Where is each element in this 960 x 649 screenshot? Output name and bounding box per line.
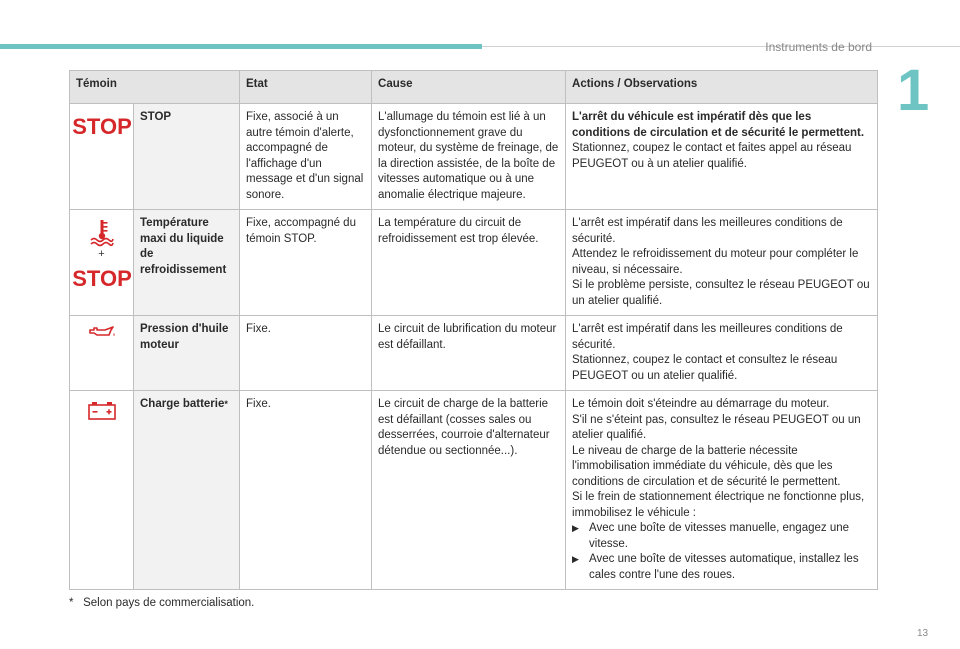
etat-cell: Fixe, accompagné du témoin STOP. bbox=[240, 210, 372, 316]
icon-cell bbox=[70, 316, 134, 391]
cause-cell: Le circuit de charge de la batterie est défaillant (cosses sales ou desserrées, courroie d'alternateur détendue ou sectionnée...). bbox=[372, 391, 566, 590]
warning-name bbox=[134, 391, 240, 590]
stop-icon bbox=[71, 112, 132, 140]
stop-icon-text: STOP bbox=[71, 114, 132, 139]
stop-icon bbox=[71, 265, 132, 291]
col-header-etat: Etat bbox=[240, 71, 372, 104]
bullet-arrow-icon: ▶ bbox=[572, 554, 579, 564]
table-header-row bbox=[70, 71, 878, 104]
observation-line: S'il ne s'éteint pas, consultez le réseau PEUGEOT ou un atelier qualifié. bbox=[572, 413, 861, 441]
cause-cell: L'allumage du témoin est lié à un dysfonctionnement grave du moteur, du système de freinage, de la direction assistée, de la boîte de vitesses automatique ou à une anomalie électrique majeure. bbox=[372, 104, 566, 210]
observation-line: Attendez le refroidissement du moteur pour compléter le niveau, si nécessaire. bbox=[572, 248, 859, 276]
footnote-marker: * bbox=[224, 399, 228, 409]
observation-line: Le niveau de charge de la batterie nécessite l'immobilisation immédiate du véhicule, dès que les conditions de circulation et de sécurité le permettent. bbox=[572, 444, 841, 488]
cause-cell: La température du circuit de refroidissement est trop élevée. bbox=[372, 210, 566, 316]
section-title: Instruments de bord bbox=[765, 40, 872, 54]
observation-line: Stationnez, coupez le contact et consultez le réseau PEUGEOT ou un atelier qualifié. bbox=[572, 354, 838, 382]
battery-charge-icon bbox=[86, 399, 118, 421]
bullet-arrow-icon: ▶ bbox=[572, 523, 579, 533]
observation-line: L'arrêt est impératif dans les meilleures conditions de sécurité. bbox=[572, 323, 843, 351]
warning-name: STOP bbox=[134, 104, 240, 210]
top-accent-bar bbox=[0, 44, 482, 49]
icon-cell bbox=[70, 391, 134, 590]
observation-line: Si le frein de stationnement électrique ne fonctionne plus, immobilisez le véhicule : bbox=[572, 491, 865, 519]
observation-line: L'arrêt est impératif dans les meilleures conditions de sécurité. bbox=[572, 217, 843, 245]
observation-text: Stationnez, coupez le contact et faites appel au réseau PEUGEOT ou à un atelier qualifié. bbox=[572, 142, 852, 170]
footnote bbox=[69, 597, 254, 609]
observations-cell bbox=[566, 210, 878, 316]
page-number: 13 bbox=[917, 628, 929, 639]
etat-cell: Fixe. bbox=[240, 391, 372, 590]
observation-bullet bbox=[572, 552, 871, 583]
warning-lights-table bbox=[69, 70, 878, 590]
col-header-actions: Actions / Observations bbox=[566, 71, 878, 104]
observations-cell bbox=[566, 391, 878, 590]
stop-icon-text: STOP bbox=[71, 265, 132, 291]
warning-name: Pression d'huile moteur bbox=[134, 316, 240, 391]
oil-pressure-icon bbox=[87, 324, 117, 342]
observation-bold: L'arrêt du véhicule est impératif dès que les conditions de circulation et de sécurité le permettent. bbox=[572, 111, 865, 139]
cause-cell: Le circuit de lubrification du moteur est défaillant. bbox=[372, 316, 566, 391]
warning-name-text: Charge batterie bbox=[140, 398, 225, 410]
etat-cell: Fixe, associé à un autre témoin d'alerte, accompagné de l'affichage d'un message et d'un signal sonore. bbox=[240, 104, 372, 210]
table-row bbox=[70, 210, 878, 316]
table-row bbox=[70, 104, 878, 210]
chapter-number: 1 bbox=[897, 58, 930, 123]
observation-bullet bbox=[572, 521, 871, 552]
warning-name: Température maxi du liquide de refroidissement bbox=[134, 210, 240, 316]
footnote-text: Selon pays de commercialisation. bbox=[83, 597, 255, 609]
coolant-temperature-icon bbox=[89, 218, 115, 246]
plus-sign: + bbox=[98, 248, 105, 260]
observation-line: Le témoin doit s'éteindre au démarrage du moteur. bbox=[572, 398, 830, 410]
bullet-text: Avec une boîte de vitesses manuelle, engagez une vitesse. bbox=[589, 522, 850, 550]
table-row bbox=[70, 316, 878, 391]
header-rule bbox=[482, 46, 960, 47]
table-row bbox=[70, 391, 878, 590]
icon-cell bbox=[70, 104, 134, 210]
etat-cell: Fixe. bbox=[240, 316, 372, 391]
col-header-cause: Cause bbox=[372, 71, 566, 104]
bullet-text: Avec une boîte de vitesses automatique, installez les cales contre l'une des roues. bbox=[589, 553, 859, 581]
icon-cell bbox=[70, 210, 134, 316]
observation-line: Si le problème persiste, consultez le réseau PEUGEOT ou un atelier qualifié. bbox=[572, 279, 870, 307]
observations-cell bbox=[566, 104, 878, 210]
footnote-marker: * bbox=[69, 597, 74, 609]
col-header-temoin: Témoin bbox=[70, 71, 240, 104]
observations-cell bbox=[566, 316, 878, 391]
